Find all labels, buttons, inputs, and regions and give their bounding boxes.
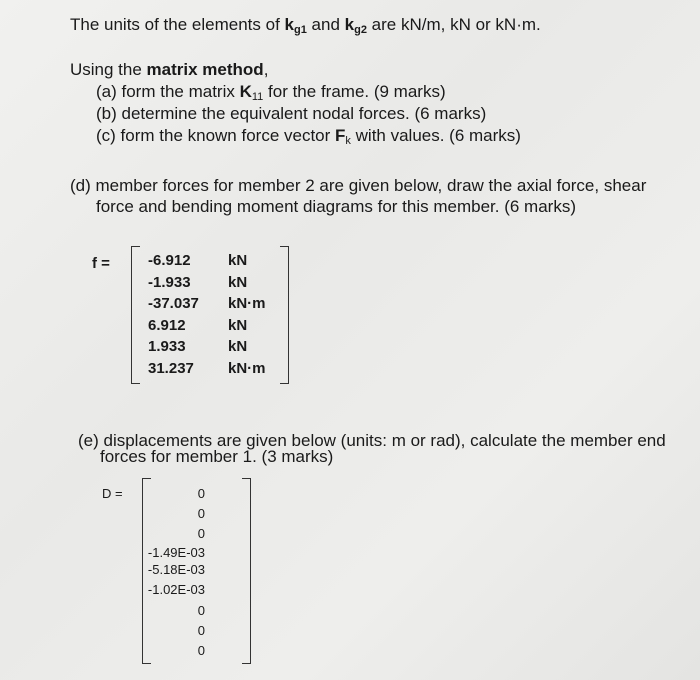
d-vector-right-bracket	[242, 478, 251, 664]
d-vector-value: 0	[197, 643, 205, 658]
f-vector-unit: kN	[228, 338, 248, 355]
f-vector-label: f =	[92, 255, 110, 272]
f-vector-value: 6.912	[148, 316, 186, 334]
f-vector-value: 31.237	[148, 359, 194, 377]
d-vector-value: -1.02E-03	[147, 582, 205, 597]
question-part-e-line1: (e) displacements are given below (units: m or rad), calculate the member end	[78, 431, 666, 450]
d-vector-value: 0	[197, 506, 205, 521]
question-part-b: (b) determine the equivalent nodal forces. (6 marks)	[96, 104, 487, 123]
d-vector-label: D =	[102, 486, 123, 501]
question-part-c: (c) form the known force vector $F_k$ with values. (6 marks)	[96, 126, 521, 147]
d-vector-value: 0	[197, 526, 205, 541]
d-vector-value: 0	[197, 486, 205, 501]
d-vector-value: -1.49E-03	[147, 545, 205, 560]
units-statement: The units of the elements of $k_{g1}$ and $k_{g2}$ are kN/m, kN or kN·m.	[70, 15, 541, 36]
question-part-e-line2: forces for member 1. (3 marks)	[100, 447, 334, 466]
f-vector-right-bracket	[280, 246, 289, 384]
f-vector-unit: kN	[228, 273, 248, 291]
d-vector-value: 0	[197, 623, 205, 638]
f-vector-unit: kN·m	[228, 359, 266, 377]
f-vector-unit: kN·m	[228, 295, 266, 312]
f-vector-unit: kN	[228, 252, 248, 269]
d-vector-value: -5.18E-03	[147, 562, 205, 577]
f-vector-value: -1.933	[148, 273, 191, 291]
f-vector-value: 1.933	[148, 338, 186, 355]
question-part-a: (a) form the matrix $K_{11}$ for the frame. (9 marks)	[96, 82, 446, 103]
question-part-d-line1: (d) member forces for member 2 are given below, draw the axial force, shear	[70, 176, 647, 195]
question-part-d-line2: force and bending moment diagrams for this member. (6 marks)	[96, 197, 576, 216]
f-vector-value: -37.037	[148, 295, 199, 312]
method-statement: Using the matrix method,	[70, 60, 269, 79]
f-vector-left-bracket	[131, 246, 140, 384]
f-vector-value: -6.912	[148, 252, 191, 269]
f-vector-unit: kN	[228, 316, 248, 334]
d-vector-value: 0	[197, 603, 205, 618]
